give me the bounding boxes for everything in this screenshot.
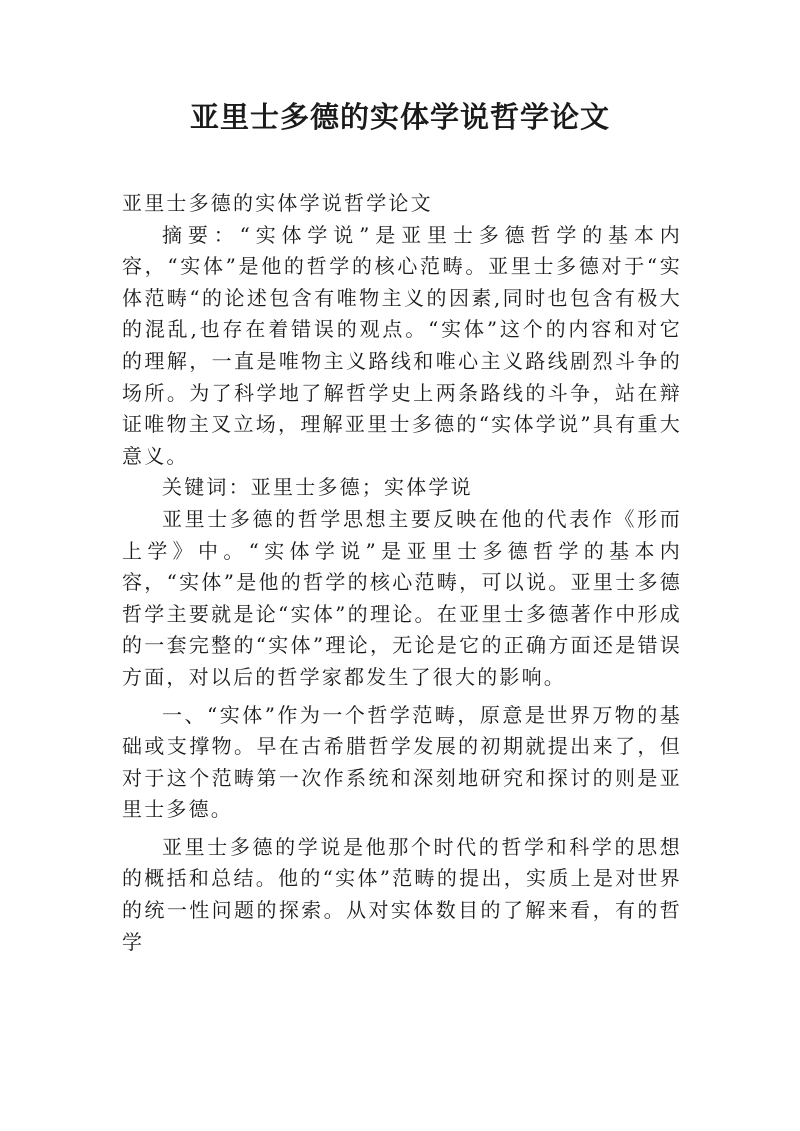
body-paragraph: 亚里士多德的学说是他那个时代的哲学和科学的思想的概括和总结。他的“实体”范畴的提出，实质上是对世界的统一性问题的探索。从对实体数目的了解来看，有的哲学 — [122, 834, 682, 954]
section-one-paragraph: 一、“实体”作为一个哲学范畴，原意是世界万物的基础或支撑物。早在古希腊哲学发展的初期就提出来了，但对于这个范畴第一次作系统和深刻地研究和探讨的则是亚里士多德。 — [122, 702, 682, 822]
document-title: 亚里士多德的实体学说哲学论文 — [189, 100, 610, 134]
subtitle-paragraph: 亚里士多德的实体学说哲学论文 — [122, 191, 433, 215]
document-body — [122, 188, 682, 958]
intro-paragraph: 亚里士多德的哲学思想主要反映在他的代表作《形而上学》中。“实体学说”是亚里士多德哲学的基本内容，“实体”是他的哲学的核心范畴，可以说。亚里士多德哲学主要就是论“实体”的理论。在亚里士多德著作中形成的一套完整的“实体”理论，无论是它的正确方面还是错误方面，对以后的哲学家都发生了很大的影响。 — [122, 506, 682, 689]
abstract-paragraph: 摘要：“实体学说”是亚里士多德哲学的基本内容，“实体”是他的哲学的核心范畴。亚里士多德对于“实体范畴“的论述包含有唯物主义的因素,同时也包含有极大的混乱,也存在着错误的观点。“实体”这个的内容和对它的理解，一直是唯物主义路线和唯心主义路线剧烈斗争的场所。为了科学地了解哲学史上两条路线的斗争，站在辩证唯物主叉立场，理解亚里士多德的“实体学说”具有重大意义。 — [122, 222, 682, 468]
keywords-paragraph: 关键词：亚里士多德；实体学说 — [162, 475, 473, 500]
